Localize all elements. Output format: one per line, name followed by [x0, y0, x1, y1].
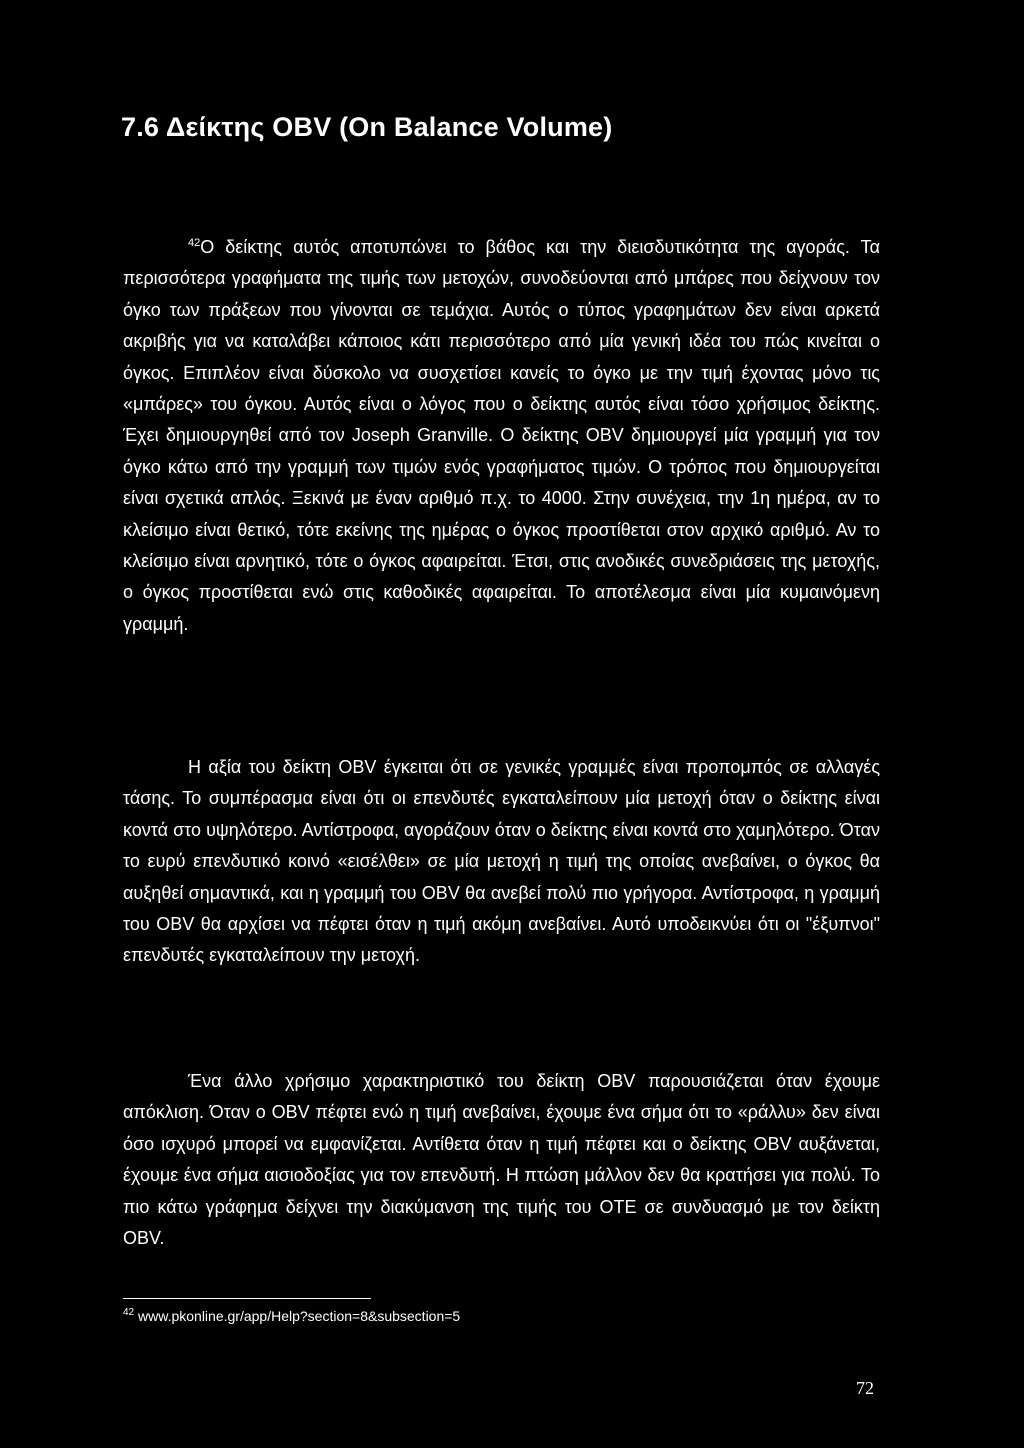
paragraph-1-text: Ο δείκτης αυτός αποτυπώνει το βάθος και την διεισδυτικότητα της αγοράς. Τα περισσότερα γραφήματα της τιμής των μετοχών, συνοδεύονται από μπάρες που δείχνουν τον όγκο των πράξεων που γίνονται σε τεμάχια. Αυτός ο τύπος γραφημάτων δεν είναι αρκετά ακριβής για να καταλάβει κάποιος κάτι περισσότερο από μία γενική ιδέα του πώς κινείται ο όγκος. Επιπλέον είναι δύσκολο να συσχετίσει κανείς το όγκο με την τιμή έχοντας μόνο τις «μπάρες» του όγκου. Αυτός είναι ο λόγος που ο δείκτης αυτός είναι τόσο χρήσιμος δείκτης. Έχει δημιουργηθεί από τον Joseph Granville. Ο δείκτης OBV δημιουργεί μία γραμμή για τον όγκο κάτω από την γραμμή των τιμών ενός γραφήματος τιμών. Ο τρόπος που δημιουργείται είναι σχετικά απλός. Ξεκινά με έναν αριθμό π.χ. το 4000. Στην συνέχεια, την 1η ημέρα, αν το κλείσιμο είναι θετικό, τότε εκείνης της ημέρας ο όγκος προστίθεται στον αρχικό αριθμό. Αν το κλείσιμο είναι αρνητικό, τότε ο όγκος αφαιρείται. Έτσι, στις ανοδικές συνεδριάσεις της μετοχής, ο όγκος προστίθεται ενώ στις καθοδικές αφαιρείται. Το αποτέλεσμα είναι μία κυμαινόμενη γραμμή.	[123, 237, 880, 634]
paragraph-3: Ένα άλλο χρήσιμο χαρακτηριστικό του δείκτη OBV παρουσιάζεται όταν έχουμε απόκλιση. Όταν ο OBV πέφτει ενώ η τιμή ανεβαίνει, έχουμε ένα σήμα ότι το «ράλλυ» δεν είναι όσο ισχυρό μπορεί να εμφανίζεται. Αντίθετα όταν η τιμή πέφτει και ο δείκτης OBV αυξάνεται, έχουμε ένα σήμα αισιοδοξίας για τον επενδυτή. Η πτώση μάλλον δεν θα κρατήσει για πολύ. Το πιο κάτω γράφημα δείχνει την διακύμανση της τιμής του ΟΤΕ σε συνδυασμό με τον δείκτη OBV.	[123, 1071, 880, 1249]
page-number: 72	[856, 1378, 874, 1398]
section-heading: 7.6 Δείκτης OBV (On Balance Volume)	[121, 112, 613, 142]
footnote-link[interactable]: www.pkonline.gr/app/Help?section=8&subsection=5	[138, 1308, 461, 1324]
footnote-separator	[123, 1298, 371, 1299]
footnote-number: 42	[123, 1307, 135, 1318]
paragraph-1	[123, 232, 880, 640]
footnote	[123, 1308, 460, 1324]
paragraph-2: Η αξία του δείκτη OBV έγκειται ότι σε γενικές γραμμές είναι προπομπός σε αλλαγές τάσης. Το συμπέρασμα είναι ότι οι επενδυτές εγκαταλείπουν μία μετοχή όταν ο δείκτης είναι κοντά στο υψηλότερο. Αντίστροφα, αγοράζουν όταν ο δείκτης είναι κοντά στο χαμηλότερο. Όταν το ευρύ επενδυτικό κοινό «εισέλθει» σε μία μετοχή η τιμή της οποίας ανεβαίνει, ο όγκος θα αυξηθεί σημαντικά, και η γραμμή του OBV θα ανεβεί πολύ πιο γρήγορα. Αντίστροφα, η γραμμή του OBV θα αρχίσει να πέφτει όταν η τιμή ακόμη ανεβαίνει. Αυτό υποδεικνύει ότι οι "έξυπνοι" επενδυτές εγκαταλείπουν την μετοχή.	[123, 757, 880, 966]
footnote-reference[interactable]: 42	[188, 237, 201, 249]
